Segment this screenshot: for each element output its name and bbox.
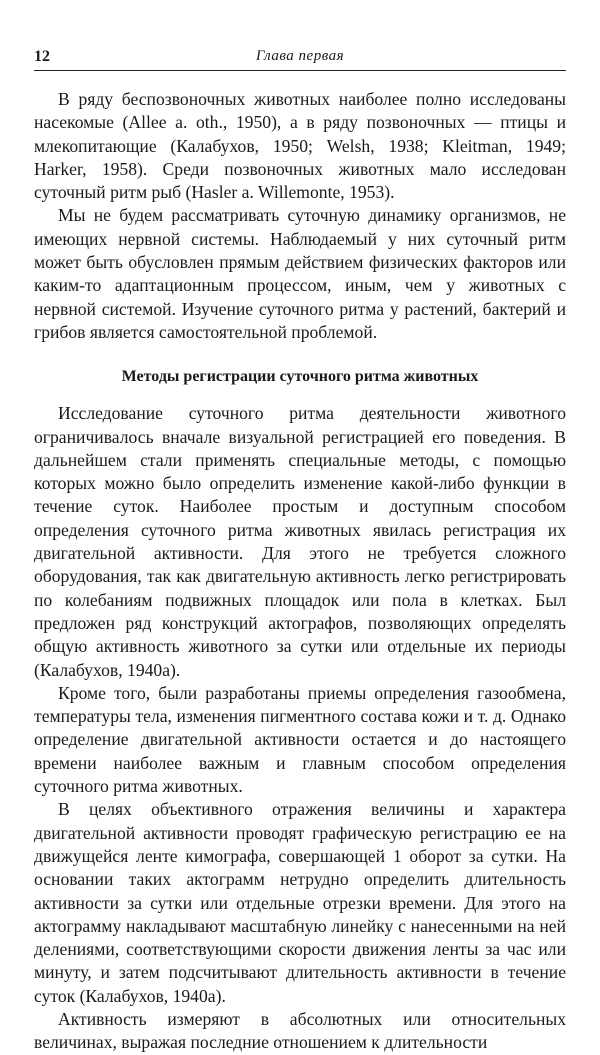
running-head [34,48,566,71]
book-page [34,48,566,1055]
chapter-title: Глава первая [255,48,345,64]
paragraph: В целях объективного отражения величины и характера двигательной активности проводят графическую регистрацию ее на движущейся ленте кимографа, совершающей 1 оборот за сутки. На основании таких актограмм нетрудно определить длительность активности за сутки или отдельные отрезки времени. Для этого на актограмму накладывают масштабную линейку с нанесенными на ней делениями, соответствующими скорости движения ленты за час или минуту, и затем подсчитывают длительность активности в течение суток (Калабухов, 1940а). [34,799,566,1006]
paragraph: Кроме того, были разработаны приемы определения газообмена, температуры тела, изменения пигментного состава кожи и т. д. Однако определение двигательной активности остается и до настоящего времени наиболее важным и главным способом определения суточного ритма животных. [34,682,566,797]
paragraph: Исследование суточного ритма деятельности животного ограничивалось вначале визуальной регистрацией его поведения. В дальнейшем стали применять специальные методы, с помощью которых можно было определить изменение какой-либо функции в течение суток. Наиболее простым и доступным способом определения суточного ритма животных явилась регистрация их двигательной активности. Для этого не требуется сложного оборудования, так как двигательную активность легко регистрировать по колебаниям подвижных площадок или пола в клетках. Был предложен ряд конструкций актографов, позволяющих определять общую активность животного за сутки или отдельные их периоды (Калабухов, 1940а). [34,403,566,680]
paragraph: В ряду беспозвоночных животных наиболее полно исследованы насекомые (Allee a. oth., 1950), а в ряду позвоночных — птицы и млекопитающие (Калабухов, 1950; Welsh, 1938; Kleitman, 1949; Harker, 1958). Среди позвоночных животных мало исследован суточный ритм рыб (Hasler a. Willemonte, 1953). [34,89,566,203]
page-number: 12 [34,48,50,65]
section-heading: Методы регистрации суточного ритма животных [121,368,479,386]
body-text [34,88,566,1055]
paragraph: Мы не будем рассматривать суточную динамику организмов, не имеющих нервной системы. Наблюдаемый у них суточный ритм может быть обусловлен прямым действием физических факторов или каким-то адаптационным процессом, иным, чем у животных с нервной системой. Изучение суточного ритма у растений, бактерий и грибов является самостоятельной проблемой. [34,205,566,342]
paragraph: Активность измеряют в абсолютных или относительных величинах, выражая последние отношением к длительности [34,1008,566,1053]
